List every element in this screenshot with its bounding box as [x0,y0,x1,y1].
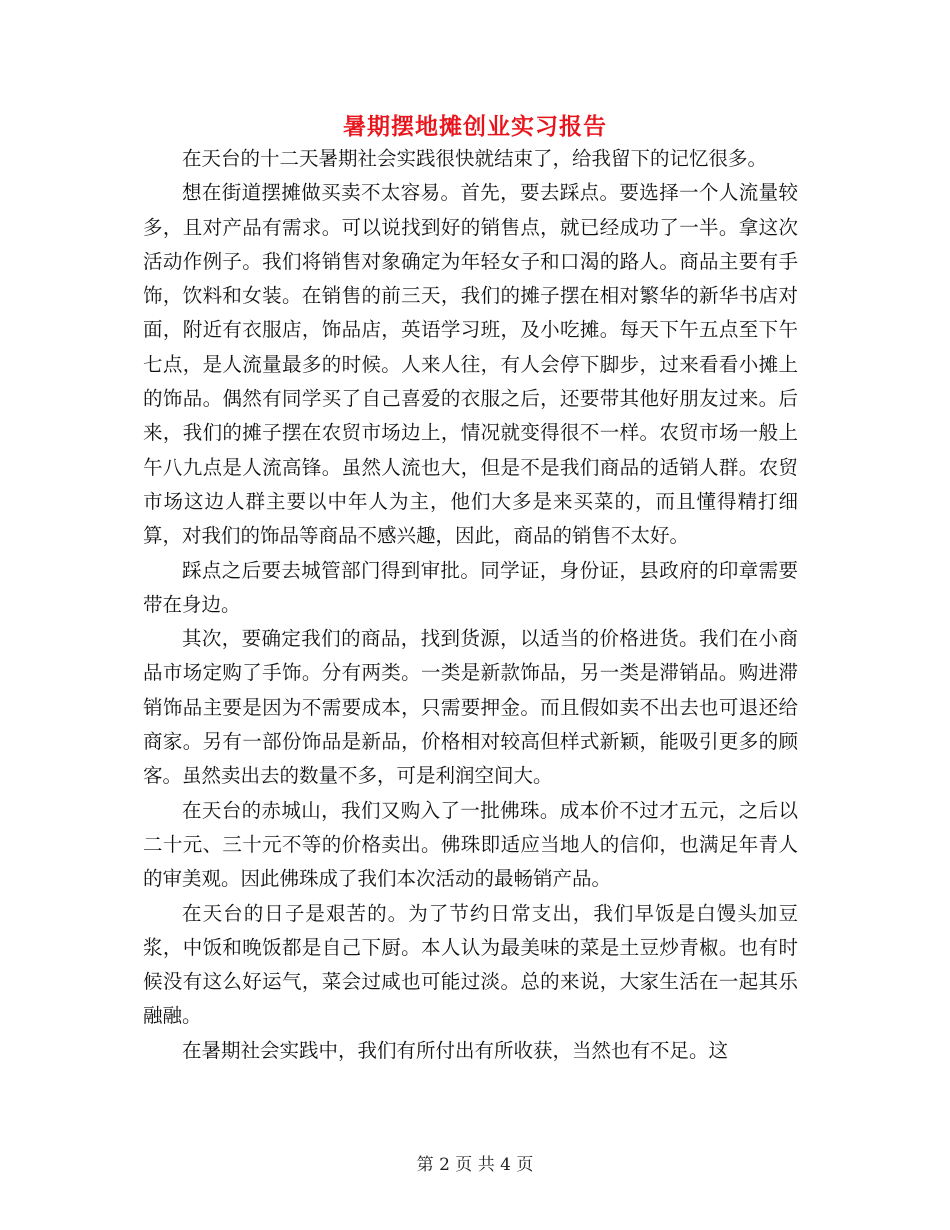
paragraph: 在天台的赤城山，我们又购入了一批佛珠。成本价不过才五元，之后以二十元、三十元不等的价格卖出。佛珠即适应当地人的信仰，也满足年青人的审美观。因此佛珠成了我们本次活动的最畅销产品。 [143,798,798,891]
page-footer: 第 2 页 共 4 页 [416,1155,534,1175]
paragraph: 其次，要确定我们的商品，找到货源，以适当的价格进货。我们在小商品市场定购了手饰。分有两类。一类是新款饰品，另一类是滞销品。购进滞销饰品主要是因为不需要成本，只需要押金。而且假如卖不出去也可退还给商家。另有一部份饰品是新品，价格相对较高但样式新颖，能吸引更多的顾客。虽然卖出去的数量不多，可是利润空间大。 [143,627,798,788]
document-title: 暑期摆地摊创业实习报告 [343,113,607,140]
paragraph: 踩点之后要去城管部门得到审批。同学证，身份证，县政府的印章需要带在身边。 [143,558,798,616]
paragraph: 想在街道摆摊做买卖不太容易。首先，要去踩点。要选择一个人流量较多，且对产品有需求。可以说找到好的销售点，就已经成功了一半。拿这次活动作例子。我们将销售对象确定为年轻女子和口渴的路人。商品主要有手饰，饮料和女装。在销售的前三天，我们的摊子摆在相对繁华的新华书店对面，附近有衣服店，饰品店，英语学习班，及小吃摊。每天下午五点至下午七点，是人流量最多的时候。人来人往，有人会停下脚步，过来看看小摊上的饰品。偶然有同学买了自己喜爱的衣服之后，还要带其他好朋友过来。后来，我们的摊子摆在农贸市场边上，情况就变得很不一样。农贸市场一般上午八九点是人流高锋。虽然人流也大，但是不是我们商品的适销人群。农贸市场这边人群主要以中年人为主，他们大多是来买菜的，而且懂得精打细算，对我们的饰品等商品不感兴趣，因此，商品的销售不太好。 [143,181,798,548]
paragraph: 在天台的十二天暑期社会实践很快就结束了，给我留下的记忆很多。 [182,147,768,170]
document-body [143,142,798,1068]
paragraph: 在天台的日子是艰苦的。为了节约日常支出，我们早饭是白馒头加豆浆，中饭和晚饭都是自己下厨。本人认为最美味的菜是土豆炒青椒。也有时候没有这么好运气，菜会过咸也可能过淡。总的来说，大家生活在一起其乐融融。 [143,901,798,1028]
paragraph: 在暑期社会实践中，我们有所付出有所收获，当然也有不足。这 [182,1038,729,1062]
